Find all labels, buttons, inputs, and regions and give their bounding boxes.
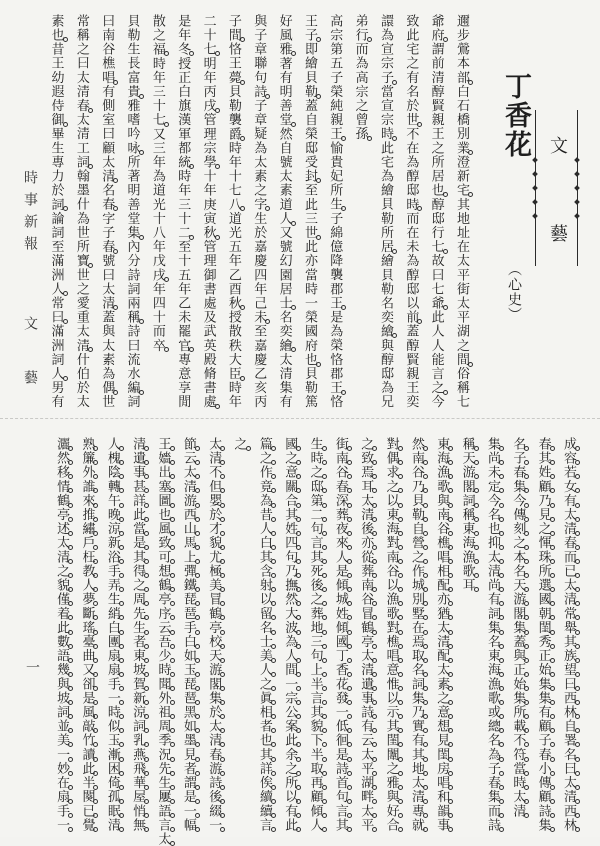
text-column: 春其姓顧乃見之惲珠所選國朝閨秀正始集集有顧子春小傳顧詩集 — [535, 437, 551, 833]
text-column: 清遺事甚詳此當是其得之周先生者東坡賀新涼詞乳燕飛華屋悄無 — [130, 437, 146, 833]
text-column: 王子即繪貝勒蓋自榮邸受封至此三世此亦當時一榮國府也貝勒篤 — [301, 14, 317, 409]
text-column: 人槐陰轉午晚涼新浴手弄生綃白團扇扇手一時似玉漸困倚孤眠清 — [104, 437, 120, 833]
text-column: 貝勒生長富貴雅嗜吟咏所著明善堂集內分詩詞兩稱詩曰流水編詞 — [124, 14, 140, 409]
text-column: 爺府謂前清醇賢親王之所居也醇邸行七故曰七爺此人人能言之今 — [428, 14, 444, 409]
ornament-icon — [574, 213, 580, 219]
text-column: 之 — [231, 437, 247, 452]
text-column: 然南谷乃貝勒自營之作城別墅在焉取名詞集乃實有其地太清專就 — [408, 437, 424, 833]
ornamental-rule — [532, 110, 539, 266]
text-column: 素也昔王幼遐侍御畢生專力於詞論詞至滿洲人常曰滿洲詞人男有 — [48, 14, 64, 409]
ornament-icon — [532, 171, 538, 177]
section-label: 文 — [547, 136, 568, 154]
text-column: 邇步鶯本部白石橋別業澄新宅其地址在太平街太平湖之間俗稱七 — [454, 14, 469, 409]
text-column: 名子春集今傳刻之本名天游閣集蓋與正始集所載不符當時太清 — [510, 437, 526, 818]
ornament-icon — [574, 171, 580, 177]
text-column: 灑然移情鶴亭述太清之貌僅着此數語幾與坡詞並美一妙在扇手一 — [54, 437, 70, 833]
text-column: 生時之邸第二句言其死後之葬地三句上半言其貌下半取再顧傾人 — [307, 437, 323, 833]
text-column: 二十七明年丙戌管理宗學十年庚寅秋管理御書處及武英殿脩書處 — [200, 14, 216, 409]
author-byline: （心史） — [506, 262, 522, 322]
ornament-icon — [574, 157, 580, 163]
ornament-icon — [574, 199, 580, 205]
ornamental-rule — [574, 110, 581, 266]
text-column: 王嬙出塞圖也風致可想鶴亭序云吾少時聞外祖周季況先生屢語言太 — [155, 437, 171, 846]
text-column: 子間恪王薨貝勒襲爵時年十七八道光五年乙酉秋授散秩大臣時年 — [225, 14, 241, 409]
text-column: 好風雅著有明善堂然自號太素道人又號幻園居士名奕繪太清集有 — [276, 14, 292, 409]
article-title: 丁香花 — [500, 72, 531, 159]
text-column: 稱天游閣詞稱東海漁歌耳 — [459, 437, 475, 593]
text-column: 熟簾外誰來推繡戶枉教人夢斷瑤臺曲又卻是風敲竹讀此半闋已覺 — [79, 437, 95, 833]
article-body-upper — [43, 14, 474, 414]
text-column: 散之福時年三十七又三年為道光十八年戊戌年四十而卒 — [149, 14, 165, 353]
text-column: 之致焉耳太清後亦從葬南谷冒鶴亭太清遺事詩有云太平湖畔太平 — [358, 437, 374, 833]
text-column: 對偶求之以東海對南谷以漁歌對樵唱意惟以示其閨闈之雅與好合 — [383, 437, 399, 833]
text-column: 譞為宣宗子當宣宗時此宅為繪貝勒所居繪貝勒名奕繪與醇邸為兄 — [377, 14, 393, 409]
ornament-icon — [532, 213, 538, 219]
publication-name: 時事新報 — [22, 170, 38, 258]
text-column: 集尚未定今名也抑太清尚有詞集名東海漁歌或總名為子春集而詩 — [484, 437, 500, 833]
text-column: 常稱之曰太清春太清工詞翰墨什為世所寶世之愛重太清什伯於太 — [73, 14, 89, 409]
text-column: 高宗第五子榮純親王愉貴妃所生子綿億降襲郡王是為榮恪郡王恪 — [327, 14, 343, 409]
text-column: 東海漁歌與南谷樵唱相配亦猶太清配太素之意想見閨房唱和韻事 — [434, 437, 450, 833]
ornament-icon — [532, 185, 538, 191]
margin-section-label: 藝 — [22, 370, 38, 384]
text-column: 國之意關合其姓四句乃撫然大波為人間一宗公案此余之所以有此 — [282, 437, 298, 833]
ornament-icon — [532, 157, 538, 163]
text-column: 弟行而為高宗之曾孫 — [352, 14, 368, 141]
ornament-icon — [574, 185, 580, 191]
ornament-icon — [532, 199, 538, 205]
text-column: 節云太清游西山馬上彈鐵琵琶手白如玉琵琶黑如墨見者謂是一幅 — [180, 437, 196, 833]
page-number: 一 — [24, 660, 40, 674]
margin-section-label: 文 — [22, 316, 38, 330]
text-column: 篇之作竟為昔人白其含射以留名士美人之眞相者也其詳俟續續言 — [256, 437, 272, 833]
text-column: 街南谷春深葬夜來人是傾城姓傾國丁香花發一低徊是詩首句言其 — [332, 437, 348, 833]
text-column: 致此宅之有名於世不在為醇邸時而在未為醇邸以前蓋醇賢親王奕 — [403, 14, 419, 409]
section-divider — [0, 418, 600, 419]
text-column: 成容若女有太清春而已太清常舉其族望曰西林自署名曰太清西林 — [561, 437, 576, 833]
article-body-lower — [49, 437, 581, 846]
text-column: 太清不但嬰於才貌尤極美冒鶴亭校天游閣集於太清春游詩後綴一 — [206, 437, 222, 833]
text-column: 與子章聯句詩子章疑為太素之字生於嘉慶四年己未至嘉慶乙亥丙 — [251, 14, 267, 409]
text-column: 是年冬授正白旗漢軍都統時年三十二至十五年乙未罷官專意享閒 — [175, 14, 191, 409]
section-label: 藝 — [547, 224, 568, 242]
text-column: 曰南谷樵唱有側室曰顧太清名春字子春號曰太清蓋與太素為偶世 — [99, 14, 115, 409]
